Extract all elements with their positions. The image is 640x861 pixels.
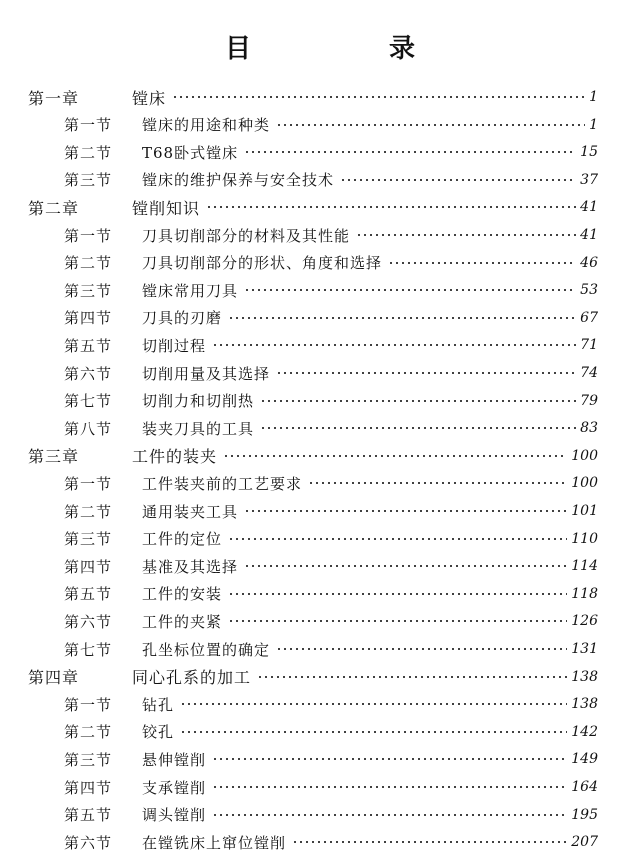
section-page-number: 46 bbox=[580, 254, 598, 271]
toc-chapter-entry bbox=[28, 194, 598, 220]
dot-leader bbox=[276, 647, 567, 651]
dot-leader bbox=[260, 399, 576, 403]
toc-chapter-entry bbox=[28, 664, 598, 690]
section-page-number: 207 bbox=[571, 834, 598, 851]
section-title: 铰孔 bbox=[142, 723, 175, 742]
section-page-number: 67 bbox=[580, 309, 598, 326]
section-title: 切削用量及其选择 bbox=[142, 364, 271, 383]
section-title: T68卧式镗床 bbox=[142, 143, 239, 162]
toc-section-entry bbox=[64, 305, 598, 331]
chapter-title: 镗床 bbox=[132, 88, 167, 108]
section-label: 第七节 bbox=[64, 640, 113, 659]
toc-section-entry bbox=[64, 415, 598, 441]
toc-section-entry bbox=[64, 112, 598, 138]
section-label: 第六节 bbox=[64, 833, 113, 852]
section-title: 在镗铣床上窜位镗削 bbox=[142, 833, 287, 852]
section-label: 第三节 bbox=[64, 281, 113, 300]
section-title: 钻孔 bbox=[142, 695, 175, 714]
section-title: 工件的安装 bbox=[142, 585, 223, 604]
dot-leader bbox=[180, 730, 567, 734]
section-page-number: 131 bbox=[571, 641, 598, 657]
dot-leader bbox=[292, 840, 567, 844]
dot-leader bbox=[244, 288, 576, 292]
section-label: 第八节 bbox=[64, 419, 113, 438]
chapter-title: 镗削知识 bbox=[132, 198, 201, 218]
section-label: 第二节 bbox=[64, 723, 113, 742]
section-label: 第六节 bbox=[64, 612, 113, 631]
section-label: 第一节 bbox=[64, 116, 113, 135]
section-label: 第七节 bbox=[64, 392, 113, 411]
dot-leader bbox=[340, 178, 576, 182]
section-page-number: 118 bbox=[571, 585, 598, 602]
section-page-number: 53 bbox=[580, 282, 598, 299]
toc-section-entry bbox=[64, 139, 598, 165]
dot-leader bbox=[388, 261, 576, 265]
section-title: 刀具切削部分的材料及其性能 bbox=[142, 226, 351, 245]
chapter-label: 第四章 bbox=[28, 668, 80, 688]
dot-leader bbox=[244, 509, 567, 513]
dot-leader bbox=[276, 123, 585, 127]
section-title: 工件的夹紧 bbox=[142, 612, 223, 631]
dot-leader bbox=[228, 537, 567, 541]
dot-leader bbox=[212, 757, 567, 761]
dot-leader bbox=[223, 454, 567, 458]
section-title: 刀具的刃磨 bbox=[142, 309, 223, 328]
chapter-title: 同心孔系的加工 bbox=[132, 668, 252, 688]
dot-leader bbox=[206, 205, 576, 209]
chapter-page-number: 41 bbox=[580, 199, 598, 216]
section-label: 第三节 bbox=[64, 171, 113, 190]
chapter-label: 第一章 bbox=[28, 88, 80, 108]
section-label: 第四节 bbox=[64, 309, 113, 328]
section-page-number: 126 bbox=[571, 613, 598, 630]
toc-section-entry bbox=[64, 829, 598, 855]
section-label: 第五节 bbox=[64, 336, 113, 355]
section-page-number: 114 bbox=[571, 558, 598, 575]
section-page-number: 149 bbox=[571, 751, 598, 768]
chapter-page-number: 1 bbox=[589, 89, 598, 105]
section-label: 第一节 bbox=[64, 474, 113, 493]
section-label: 第四节 bbox=[64, 557, 113, 576]
chapter-page-number: 100 bbox=[571, 447, 598, 464]
toc-section-entry bbox=[64, 691, 598, 717]
section-page-number: 83 bbox=[580, 420, 598, 437]
section-label: 第四节 bbox=[64, 778, 113, 797]
section-label: 第二节 bbox=[64, 502, 113, 521]
section-page-number: 74 bbox=[580, 365, 598, 381]
toc-section-entry bbox=[64, 388, 598, 414]
toc-section-entry bbox=[64, 360, 598, 386]
section-page-number: 195 bbox=[571, 806, 598, 823]
section-page-number: 79 bbox=[580, 392, 598, 409]
section-label: 第一节 bbox=[64, 226, 113, 245]
section-page-number: 101 bbox=[571, 503, 598, 519]
section-page-number: 142 bbox=[571, 723, 598, 740]
dot-leader bbox=[228, 316, 576, 320]
section-title: 切削过程 bbox=[142, 336, 207, 355]
section-label: 第五节 bbox=[64, 806, 113, 825]
section-page-number: 37 bbox=[580, 171, 598, 188]
section-title: 基准及其选择 bbox=[142, 557, 239, 576]
toc-chapter-entry bbox=[28, 443, 598, 469]
chapter-label: 第三章 bbox=[28, 447, 80, 467]
dot-leader bbox=[180, 702, 567, 706]
dot-leader bbox=[172, 95, 585, 99]
toc-section-entry bbox=[64, 277, 598, 303]
toc-section-entry bbox=[64, 636, 598, 662]
section-title: 通用装夹工具 bbox=[142, 502, 239, 521]
toc-section-entry bbox=[64, 332, 598, 358]
toc-section-entry bbox=[64, 250, 598, 276]
section-label: 第二节 bbox=[64, 254, 113, 273]
section-title: 孔坐标位置的确定 bbox=[142, 640, 271, 659]
section-title: 镗床常用刀具 bbox=[142, 281, 239, 300]
chapter-title: 工件的装夹 bbox=[132, 447, 218, 467]
section-label: 第三节 bbox=[64, 750, 113, 769]
toc-section-entry bbox=[64, 167, 598, 193]
section-title: 刀具切削部分的形状、角度和选择 bbox=[142, 254, 383, 273]
toc-section-entry bbox=[64, 746, 598, 772]
toc-chapter-entry bbox=[28, 84, 598, 110]
section-label: 第六节 bbox=[64, 364, 113, 383]
section-title: 切削力和切削热 bbox=[142, 392, 255, 411]
toc-section-entry bbox=[64, 498, 598, 524]
section-label: 第五节 bbox=[64, 585, 113, 604]
dot-leader bbox=[308, 481, 567, 485]
section-title: 支承镗削 bbox=[142, 778, 207, 797]
toc-section-entry bbox=[64, 526, 598, 552]
dot-leader bbox=[212, 785, 567, 789]
dot-leader bbox=[212, 813, 567, 817]
section-page-number: 15 bbox=[580, 144, 598, 161]
page-title: 目 录 bbox=[224, 34, 471, 64]
section-label: 第三节 bbox=[64, 530, 113, 549]
toc-section-entry bbox=[64, 553, 598, 579]
section-page-number: 1 bbox=[589, 116, 598, 133]
chapter-label: 第二章 bbox=[28, 198, 80, 218]
toc-section-entry bbox=[64, 222, 598, 248]
dot-leader bbox=[212, 343, 576, 347]
dot-leader bbox=[257, 675, 567, 679]
dot-leader bbox=[276, 371, 576, 375]
dot-leader bbox=[244, 564, 567, 568]
section-page-number: 71 bbox=[580, 337, 598, 354]
section-page-number: 138 bbox=[571, 696, 598, 713]
section-title: 工件装夹前的工艺要求 bbox=[142, 474, 303, 493]
section-page-number: 41 bbox=[580, 227, 598, 243]
section-label: 第二节 bbox=[64, 143, 113, 162]
toc-section-entry bbox=[64, 802, 598, 828]
dot-leader bbox=[244, 150, 576, 154]
toc-section-entry bbox=[64, 774, 598, 800]
section-title: 镗床的维护保养与安全技术 bbox=[142, 171, 335, 190]
toc-section-entry bbox=[64, 608, 598, 634]
section-page-number: 164 bbox=[571, 779, 598, 795]
toc-section-entry bbox=[64, 581, 598, 607]
dot-leader bbox=[228, 619, 567, 623]
section-title: 调头镗削 bbox=[142, 806, 207, 825]
section-page-number: 110 bbox=[571, 530, 598, 547]
section-title: 装夹刀具的工具 bbox=[142, 419, 255, 438]
section-title: 工件的定位 bbox=[142, 530, 223, 549]
toc-section-entry bbox=[64, 719, 598, 745]
dot-leader bbox=[260, 426, 576, 430]
dot-leader bbox=[356, 233, 576, 237]
section-page-number: 100 bbox=[571, 475, 598, 492]
toc-section-entry bbox=[64, 470, 598, 496]
chapter-page-number: 138 bbox=[571, 668, 598, 685]
section-label: 第一节 bbox=[64, 695, 113, 714]
section-title: 悬伸镗削 bbox=[142, 750, 207, 769]
dot-leader bbox=[228, 592, 567, 596]
section-title: 镗床的用途和种类 bbox=[142, 116, 271, 135]
